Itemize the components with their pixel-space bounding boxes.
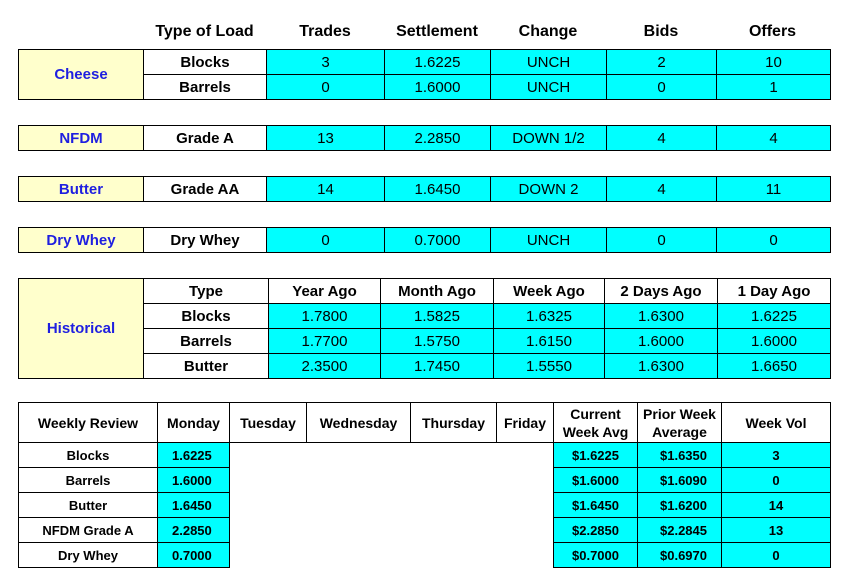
weekly-thursday-empty	[411, 493, 497, 518]
weekly-prior-avg: $1.6090	[638, 468, 722, 493]
cheese-barrels-offers: 1	[717, 75, 831, 100]
historical-header-1-day-ago: 1 Day Ago	[718, 279, 831, 304]
weekly-monday-value: 1.6225	[158, 443, 230, 468]
dry-whey-label: Dry Whey	[19, 228, 144, 253]
nfdm-offers: 4	[717, 126, 831, 151]
historical-cell: 1.6150	[494, 329, 605, 354]
cheese-label: Cheese	[19, 50, 144, 100]
cheese-barrels-trades: 0	[267, 75, 385, 100]
weekly-tuesday-empty	[230, 543, 307, 568]
weekly-current-avg: $2.2850	[554, 518, 638, 543]
butter-settlement: 1.6450	[385, 177, 491, 202]
weekly-thursday-empty	[411, 443, 497, 468]
dry-whey-change: UNCH	[491, 228, 607, 253]
historical-header-type: Type	[144, 279, 269, 304]
historical-header-month-ago: Month Ago	[381, 279, 494, 304]
dry-whey-offers: 0	[717, 228, 831, 253]
weekly-monday-value: 1.6450	[158, 493, 230, 518]
weekly-thursday-empty	[411, 518, 497, 543]
historical-cell: 1.5825	[381, 304, 494, 329]
weekly-current-avg: $0.7000	[554, 543, 638, 568]
weekly-row-name: Dry Whey	[19, 543, 158, 568]
weekly-header-tuesday: Tuesday	[230, 403, 307, 443]
cheese-barrels-bids: 0	[607, 75, 717, 100]
weekly-vol: 13	[722, 518, 831, 543]
weekly-header-week-vol: Week Vol	[722, 403, 831, 443]
historical-row-type: Blocks	[144, 304, 269, 329]
historical-cell: 2.3500	[269, 354, 381, 379]
header-settlement: Settlement	[396, 23, 478, 40]
nfdm-label: NFDM	[19, 126, 144, 151]
historical-cell: 1.7800	[269, 304, 381, 329]
cheese-blocks-settlement: 1.6225	[385, 50, 491, 75]
historical-table	[18, 278, 831, 379]
weekly-friday-empty	[497, 543, 554, 568]
weekly-monday-value: 2.2850	[158, 518, 230, 543]
butter-trades: 14	[267, 177, 385, 202]
nfdm-bids: 4	[607, 126, 717, 151]
header-offers: Offers	[748, 23, 797, 40]
weekly-header-friday: Friday	[497, 403, 554, 443]
nfdm-trades: 13	[267, 126, 385, 151]
weekly-prior-avg: $1.6200	[638, 493, 722, 518]
weekly-wednesday-empty	[307, 468, 411, 493]
butter-offers: 11	[717, 177, 831, 202]
weekly-header-prior-line2: Average	[652, 423, 707, 440]
historical-row-type: Barrels	[144, 329, 269, 354]
weekly-header-review: Weekly Review	[19, 403, 158, 443]
weekly-header-prior-line1: Prior Week	[643, 405, 716, 422]
weekly-review-table	[18, 402, 831, 568]
historical-cell: 1.6225	[718, 304, 831, 329]
weekly-vol: 0	[722, 468, 831, 493]
weekly-wednesday-empty	[307, 543, 411, 568]
weekly-header-current-week-avg	[554, 403, 638, 443]
historical-row-type: Butter	[144, 354, 269, 379]
nfdm-settlement: 2.2850	[385, 126, 491, 151]
nfdm-table	[18, 125, 831, 151]
historical-header-year-ago: Year Ago	[269, 279, 381, 304]
historical-header-2-days-ago: 2 Days Ago	[605, 279, 718, 304]
cheese-blocks-trades: 3	[267, 50, 385, 75]
weekly-header-wednesday: Wednesday	[307, 403, 411, 443]
weekly-wednesday-empty	[307, 493, 411, 518]
header-type-of-load: Type of Load	[155, 23, 254, 40]
weekly-header-thursday: Thursday	[411, 403, 497, 443]
butter-type: Grade AA	[144, 177, 267, 202]
cheese-barrels-settlement: 1.6000	[385, 75, 491, 100]
weekly-current-avg: $1.6000	[554, 468, 638, 493]
butter-bids: 4	[607, 177, 717, 202]
weekly-header-current-line2: Week Avg	[562, 423, 629, 440]
weekly-vol: 14	[722, 493, 831, 518]
historical-cell: 1.5750	[381, 329, 494, 354]
historical-cell: 1.6300	[605, 354, 718, 379]
historical-cell: 1.6000	[718, 329, 831, 354]
butter-change: DOWN 2	[491, 177, 607, 202]
cheese-barrels-change: UNCH	[491, 75, 607, 100]
weekly-tuesday-empty	[230, 518, 307, 543]
weekly-row-name: Blocks	[19, 443, 158, 468]
weekly-vol: 0	[722, 543, 831, 568]
header-bids: Bids	[643, 23, 679, 40]
weekly-friday-empty	[497, 518, 554, 543]
dry-whey-settlement: 0.7000	[385, 228, 491, 253]
weekly-thursday-empty	[411, 543, 497, 568]
dry-whey-type: Dry Whey	[144, 228, 267, 253]
weekly-row-name: NFDM Grade A	[19, 518, 158, 543]
weekly-tuesday-empty	[230, 468, 307, 493]
historical-cell: 1.6650	[718, 354, 831, 379]
cheese-blocks-type: Blocks	[144, 50, 267, 75]
weekly-friday-empty	[497, 443, 554, 468]
weekly-prior-avg: $2.2845	[638, 518, 722, 543]
weekly-tuesday-empty	[230, 443, 307, 468]
weekly-wednesday-empty	[307, 443, 411, 468]
weekly-wednesday-empty	[307, 518, 411, 543]
weekly-monday-value: 0.7000	[158, 543, 230, 568]
header-change: Change	[518, 23, 578, 40]
dry-whey-table	[18, 227, 831, 253]
weekly-friday-empty	[497, 493, 554, 518]
historical-cell: 1.7700	[269, 329, 381, 354]
historical-label: Historical	[19, 279, 144, 379]
weekly-tuesday-empty	[230, 493, 307, 518]
weekly-current-avg: $1.6225	[554, 443, 638, 468]
weekly-header-monday: Monday	[158, 403, 230, 443]
weekly-current-avg: $1.6450	[554, 493, 638, 518]
weekly-friday-empty	[497, 468, 554, 493]
weekly-monday-value: 1.6000	[158, 468, 230, 493]
historical-cell: 1.6325	[494, 304, 605, 329]
weekly-row-name: Barrels	[19, 468, 158, 493]
dry-whey-trades: 0	[267, 228, 385, 253]
historical-header-week-ago: Week Ago	[494, 279, 605, 304]
cheese-table	[18, 49, 831, 100]
weekly-header-prior-week-average	[638, 403, 722, 443]
cheese-blocks-offers: 10	[717, 50, 831, 75]
historical-cell: 1.6000	[605, 329, 718, 354]
nfdm-change: DOWN 1/2	[491, 126, 607, 151]
nfdm-type: Grade A	[144, 126, 267, 151]
weekly-prior-avg: $1.6350	[638, 443, 722, 468]
butter-table	[18, 176, 831, 202]
cheese-blocks-bids: 2	[607, 50, 717, 75]
weekly-vol: 3	[722, 443, 831, 468]
weekly-prior-avg: $0.6970	[638, 543, 722, 568]
cheese-barrels-type: Barrels	[144, 75, 267, 100]
weekly-header-current-line1: Current	[570, 405, 621, 422]
dry-whey-bids: 0	[607, 228, 717, 253]
weekly-thursday-empty	[411, 468, 497, 493]
historical-cell: 1.7450	[381, 354, 494, 379]
historical-cell: 1.6300	[605, 304, 718, 329]
header-trades: Trades	[299, 23, 351, 40]
butter-label: Butter	[19, 177, 144, 202]
cheese-blocks-change: UNCH	[491, 50, 607, 75]
weekly-row-name: Butter	[19, 493, 158, 518]
historical-cell: 1.5550	[494, 354, 605, 379]
